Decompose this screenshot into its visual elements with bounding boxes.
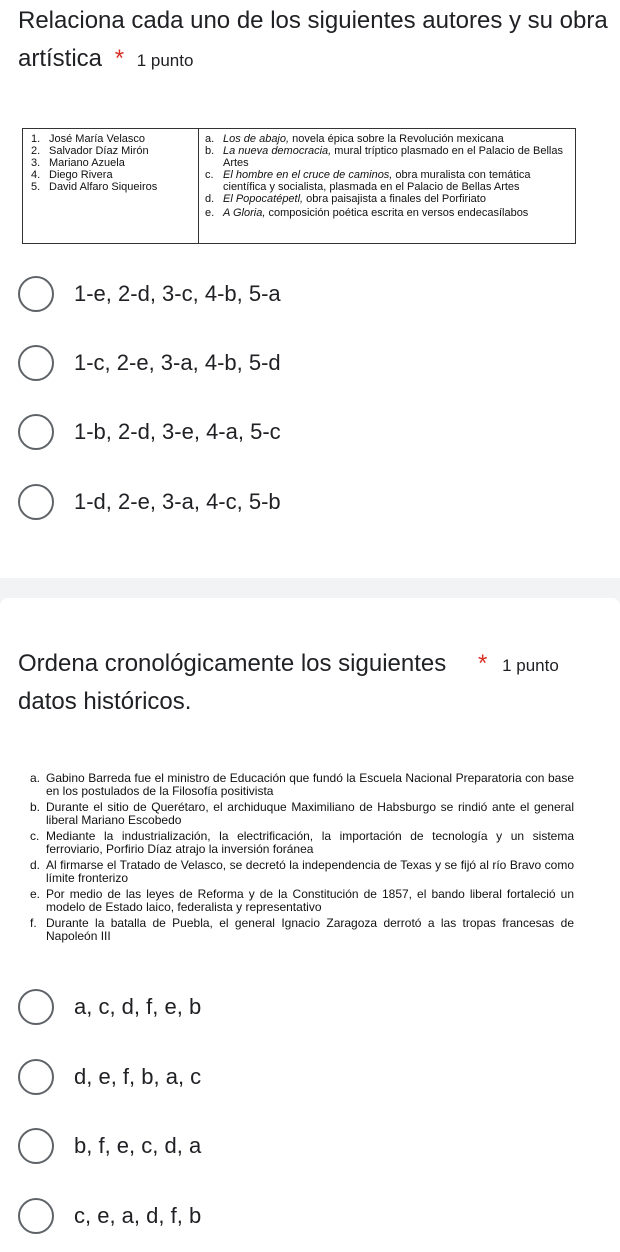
option-1d[interactable] [18, 482, 281, 522]
question-2-text: Ordena cronológicamente los siguientes datos históricos. [18, 650, 447, 715]
list-item: b. Durante el sitio de Querétaro, el archiduque Maximiliano de Habsburgo se rindió ante el general liberal Mariano Escobedo [30, 800, 574, 827]
option-label[interactable]: c, e, a, d, f, b [74, 1203, 202, 1228]
list-item: c. Mediante la industrialización, la electrificación, la importación de tecnología y un sistema ferroviario, Porfirio Díaz atrajo la inversión foránea [30, 829, 574, 856]
question-1-text: Relaciona cada uno de los siguientes autores y su obra artística [18, 7, 608, 72]
work-row: c. El hombre en el cruce de caminos, obra muralista con temática científica y socialista, plasmada en el Palacio de Bellas Artes [205, 169, 531, 193]
option-2a[interactable] [18, 987, 201, 1027]
author-row: 4. Diego Rivera [31, 169, 113, 181]
option-label[interactable]: b, f, e, c, d, a [74, 1133, 202, 1158]
radio-button[interactable] [18, 484, 54, 520]
option-2b[interactable] [18, 1057, 201, 1097]
author-row: 3. Mariano Azuela [31, 157, 125, 169]
required-asterisk: * [478, 650, 488, 677]
option-label[interactable]: 1-d, 2-e, 3-a, 4-c, 5-b [74, 489, 281, 514]
work-row: b. La nueva democracia, mural tríptico plasmado en el Palacio de Bellas Artes [205, 145, 563, 169]
work-row: a. Los de abajo, novela épica sobre la Revolución mexicana [205, 133, 504, 145]
question-2-meta [478, 650, 559, 680]
radio-button[interactable] [18, 276, 54, 312]
author-row: 1. José María Velasco [31, 133, 145, 145]
matching-table [22, 128, 576, 244]
list-item: a. Gabino Barreda fue el ministro de Educación que fundó la Escuela Nacional Preparatoria con base en los postulados de la Filosofía positivista [30, 771, 574, 798]
radio-button[interactable] [18, 1128, 54, 1164]
option-label[interactable]: d, e, f, b, a, c [74, 1064, 202, 1089]
option-1b[interactable] [18, 343, 281, 383]
option-label[interactable]: 1-b, 2-d, 3-e, 4-a, 5-c [74, 419, 281, 444]
option-label[interactable]: 1-e, 2-d, 3-c, 4-b, 5-a [74, 281, 281, 306]
option-1a[interactable] [18, 274, 281, 314]
radio-button[interactable] [18, 1059, 54, 1095]
option-1c[interactable] [18, 412, 281, 452]
question-1-title [18, 2, 608, 80]
radio-button[interactable] [18, 1198, 54, 1234]
list-item: e. Por medio de las leyes de Reforma y de la Constitución de 1857, el bando liberal fortaleció un modelo de Estado laico, federalista y representativo [30, 887, 574, 914]
list-item: f. Durante la batalla de Puebla, el general Ignacio Zaragoza derrotó a las tropas francesas de Napoleón III [30, 916, 574, 943]
works-column [199, 129, 575, 243]
required-asterisk: * [114, 45, 125, 72]
question-1-points: 1 punto [136, 51, 194, 70]
option-2c[interactable] [18, 1126, 201, 1166]
option-2d[interactable] [18, 1196, 201, 1236]
historical-events-list [30, 772, 574, 946]
radio-button[interactable] [18, 989, 54, 1025]
work-row: e. A Gloria, composición poética escrita en versos endecasílabos [205, 207, 529, 219]
option-label[interactable]: a, c, d, f, e, b [74, 994, 202, 1019]
work-row: d. El Popocatépetl, obra paisajista a finales del Porfiriato [205, 193, 486, 205]
author-row: 5. David Alfaro Siqueiros [31, 181, 158, 193]
card-top-edge [0, 598, 620, 608]
radio-button[interactable] [18, 414, 54, 450]
radio-button[interactable] [18, 345, 54, 381]
author-row: 2. Salvador Díaz Mirón [31, 145, 149, 157]
question-2-points: 1 punto [502, 656, 559, 675]
list-item: d. Al firmarse el Tratado de Velasco, se decretó la independencia de Texas y se fijó al río Bravo como límite fronterizo [30, 858, 574, 885]
authors-column [23, 129, 199, 243]
option-label[interactable]: 1-c, 2-e, 3-a, 4-b, 5-d [74, 350, 281, 375]
